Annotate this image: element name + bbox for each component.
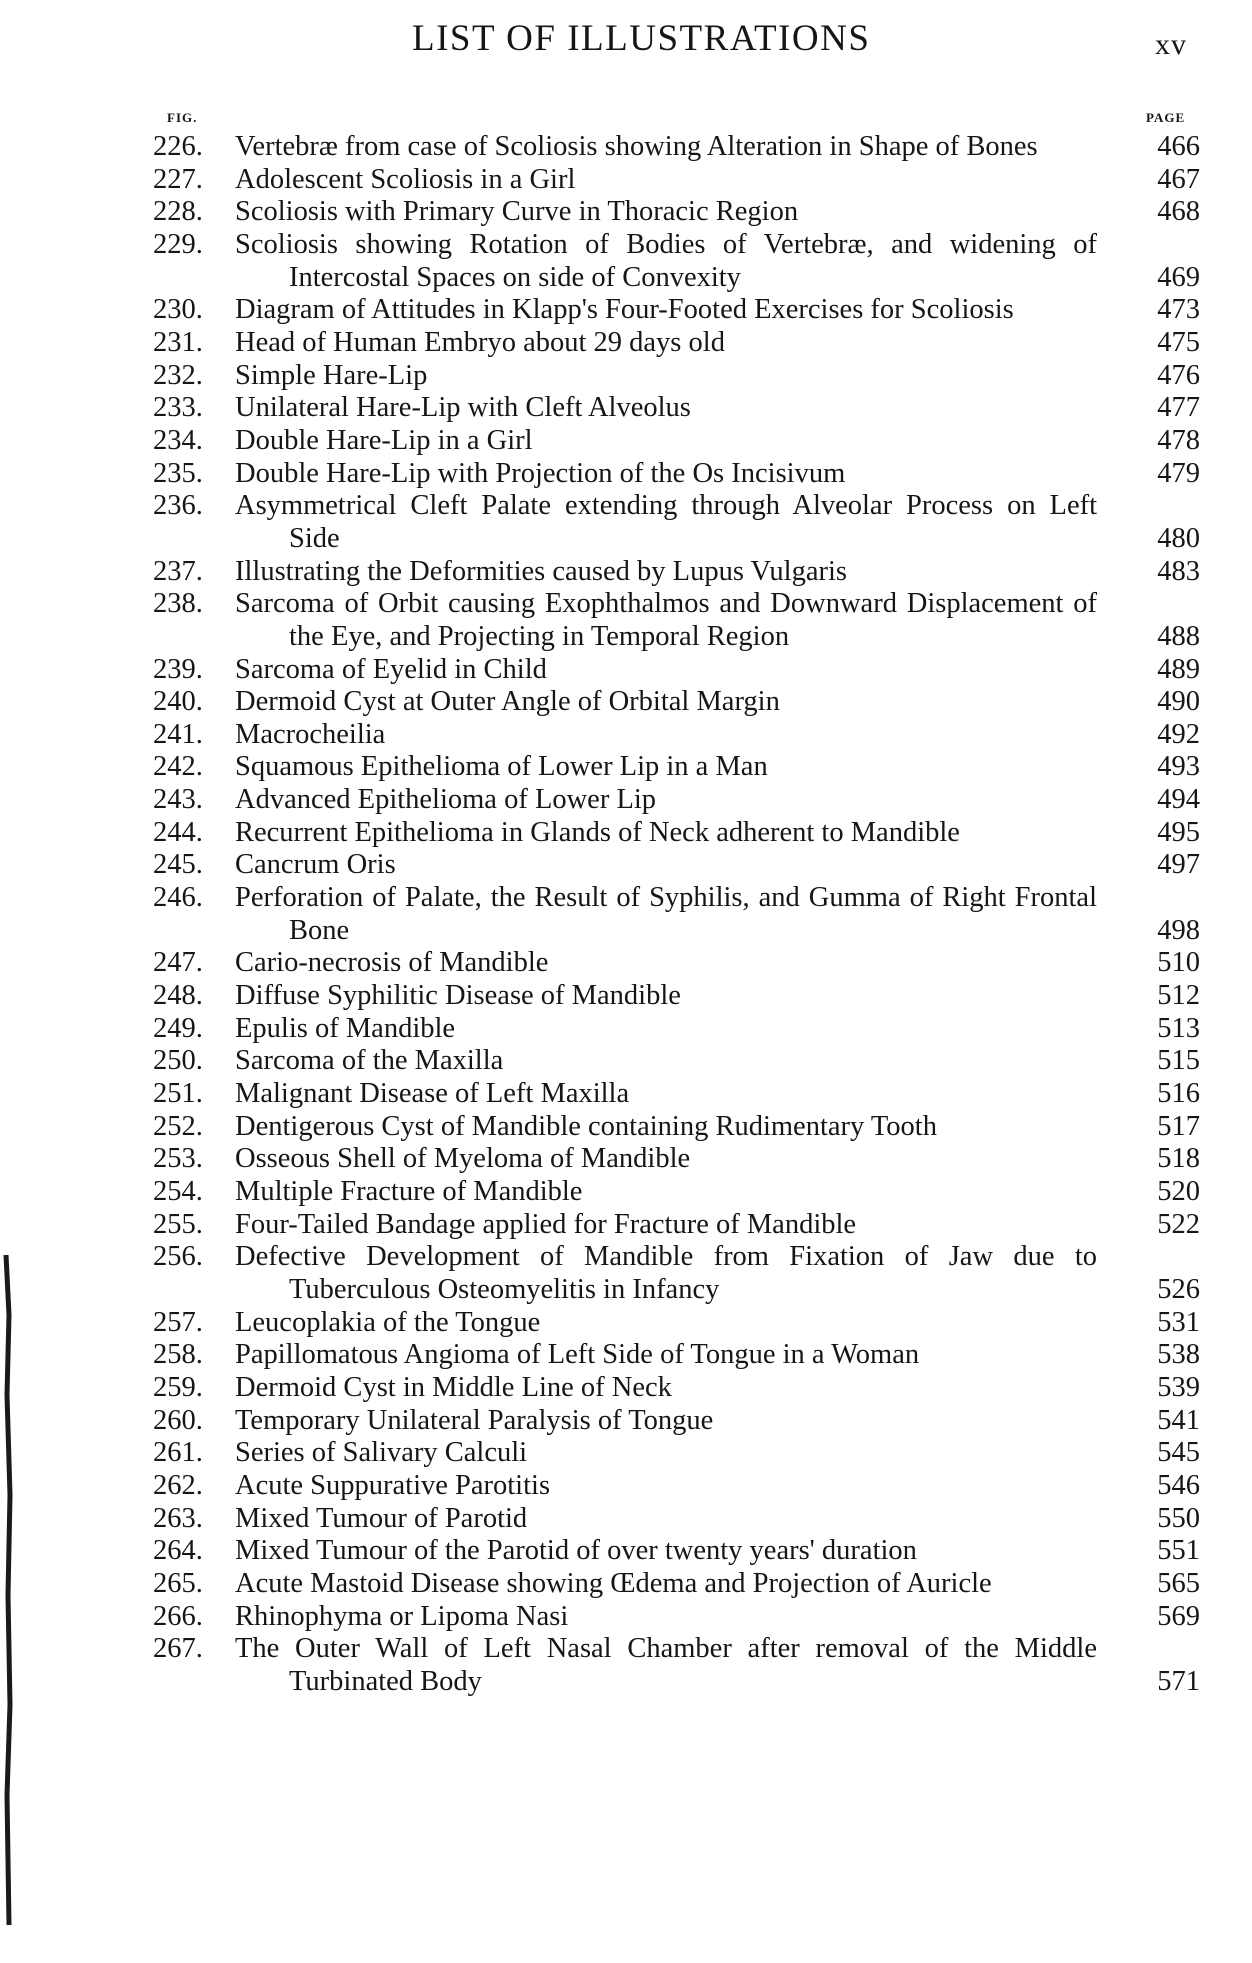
figure-title-text: Dermoid Cyst in Middle Line of Neck (235, 1371, 672, 1403)
figure-title (181, 1307, 1097, 1340)
figure-title (181, 1535, 1097, 1568)
page-ref: 469 (1157, 261, 1200, 293)
figure-title-text: Epulis of Mandible (235, 1012, 456, 1044)
figure-title (181, 458, 1097, 491)
list-item (0, 1209, 1252, 1242)
figure-title-text: Macrocheilia (235, 718, 386, 750)
figure-title-text: Acute Suppurative Parotitis (235, 1469, 551, 1501)
list-item (0, 686, 1252, 719)
figure-title-text: Mixed Tumour of Parotid (235, 1502, 528, 1534)
figure-title-text: The Outer Wall of Left Nasal Chamber after removal of the Middle Turbinated Body (235, 1633, 1097, 1697)
list-item (0, 1503, 1252, 1536)
figure-title (181, 784, 1097, 817)
figure-number: 263. (153, 1502, 203, 1534)
page-ref: 513 (1157, 1012, 1200, 1044)
figure-title (181, 556, 1097, 589)
figure-title (181, 196, 1097, 229)
figure-title (181, 1503, 1097, 1536)
figure-title-text: Dermoid Cyst at Outer Angle of Orbital Margin (235, 686, 780, 718)
figure-title-text: Diffuse Syphilitic Disease of Mandible (235, 980, 681, 1012)
figure-title (181, 882, 1097, 947)
list-item (0, 719, 1252, 752)
figure-title (181, 425, 1097, 458)
figure-title (181, 1601, 1097, 1634)
figure-title (181, 1405, 1097, 1438)
figure-title (181, 1013, 1097, 1046)
figure-title-text: Advanced Epithelioma of Lower Lip (235, 784, 657, 816)
page-ref: 468 (1157, 196, 1200, 228)
figure-title (181, 1078, 1097, 1111)
page-ref: 539 (1157, 1371, 1200, 1403)
figure-title (181, 1568, 1097, 1601)
figure-title-text: Scoliosis with Primary Curve in Thoracic Region (235, 196, 799, 228)
figure-number: 261. (153, 1437, 203, 1469)
figure-title-text: Asymmetrical Cleft Palate extending through Alveolar Process on Left Side (235, 490, 1097, 554)
page-ref: 497 (1157, 849, 1200, 881)
figure-number: 233. (153, 392, 203, 424)
figure-title (181, 686, 1097, 719)
figure-title-text: Multiple Fracture of Mandible (235, 1176, 583, 1207)
figure-number: 241. (153, 718, 203, 750)
running-head (0, 14, 1252, 64)
figure-number: 229. (153, 228, 203, 260)
figure-number: 228. (153, 196, 203, 228)
list-item (0, 131, 1252, 164)
figure-title (181, 654, 1097, 687)
figure-title-text: Papillomatous Angioma of Left Side of Tongue in a Woman (235, 1339, 920, 1371)
figure-number: 227. (153, 163, 203, 195)
figure-title-text: Scoliosis showing Rotation of Bodies of Vertebræ, and widening of Intercostal Spaces on side of Convexity (235, 228, 1097, 293)
figure-number: 246. (153, 882, 203, 914)
list-item (0, 1111, 1252, 1144)
list-item (0, 784, 1252, 817)
figure-title (181, 1209, 1097, 1242)
figure-title-text: Osseous Shell of Myeloma of Mandible (235, 1143, 691, 1175)
figure-number: 257. (153, 1306, 203, 1338)
page-number: xv (1155, 28, 1187, 61)
page-column-header: PAGE (1146, 110, 1186, 125)
figure-number: 236. (153, 490, 203, 522)
list-item (0, 392, 1252, 425)
figure-title (181, 751, 1097, 784)
figure-number: 252. (153, 1110, 203, 1142)
list-item (0, 458, 1252, 491)
page-ref: 550 (1157, 1502, 1200, 1534)
list-item (0, 980, 1252, 1013)
figure-title-text: Adolescent Scoliosis in a Girl (235, 163, 576, 195)
figure-number: 249. (153, 1012, 203, 1044)
page-ref: 515 (1157, 1045, 1200, 1077)
list-item (0, 1078, 1252, 1111)
figure-number: 248. (153, 980, 203, 1012)
figure-number: 232. (153, 359, 203, 391)
page-ref: 498 (1157, 914, 1200, 946)
page-ref: 541 (1157, 1404, 1200, 1436)
page-ref: 512 (1157, 980, 1200, 1012)
figure-number: 231. (153, 326, 203, 358)
figure-number: 247. (153, 947, 203, 979)
figure-number: 256. (153, 1241, 203, 1273)
page-ref: 510 (1157, 947, 1200, 979)
figure-title-text: Temporary Unilateral Paralysis of Tongue (235, 1404, 714, 1436)
list-item (0, 1307, 1252, 1340)
figure-number: 265. (153, 1567, 203, 1599)
figure-title-text: Illustrating the Deformities caused by Lupus Vulgaris (235, 555, 847, 587)
list-item (0, 196, 1252, 229)
figure-number: 251. (153, 1078, 203, 1110)
figure-title-text: Sarcoma of the Maxilla (235, 1045, 504, 1077)
list-item (0, 229, 1252, 294)
figure-title-text: Dentigerous Cyst of Mandible containing Rudimentary Tooth (235, 1110, 937, 1142)
page-ref: 522 (1157, 1208, 1200, 1240)
figure-title-text: Leucoplakia of the Tongue (235, 1306, 541, 1338)
figure-title-text: Cario-necrosis of Mandible (235, 947, 549, 979)
page-ref: 466 (1157, 131, 1200, 162)
figure-number: 262. (153, 1469, 203, 1501)
figure-number: 250. (153, 1045, 203, 1077)
figure-title-text: Series of Salivary Calculi (235, 1437, 528, 1469)
page-ref: 526 (1157, 1273, 1200, 1305)
figure-title (181, 327, 1097, 360)
figure-number: 253. (153, 1143, 203, 1175)
figure-title (181, 1045, 1097, 1078)
figure-title-text: Perforation of Palate, the Result of Syphilis, and Gumma of Right Frontal Bone (235, 882, 1097, 946)
figure-title-text: Double Hare-Lip with Projection of the Os Incisivum (235, 457, 846, 489)
page-ref: 483 (1157, 555, 1200, 587)
list-item (0, 1405, 1252, 1438)
page-ref: 488 (1157, 620, 1200, 652)
figure-title (181, 947, 1097, 980)
figure-title (181, 490, 1097, 555)
page-ref: 518 (1157, 1143, 1200, 1175)
figure-title (181, 817, 1097, 850)
figure-title-text: Recurrent Epithelioma in Glands of Neck adherent to Mandible (235, 816, 960, 848)
figure-number: 245. (153, 849, 203, 881)
figure-title (181, 588, 1097, 653)
list-item (0, 882, 1252, 947)
figure-title (181, 131, 1097, 164)
figure-title (181, 229, 1097, 294)
page-ref: 489 (1157, 653, 1200, 685)
figure-number: 264. (153, 1535, 203, 1567)
column-headers (0, 110, 1252, 130)
figure-number: 258. (153, 1339, 203, 1371)
page-ref: 495 (1157, 816, 1200, 848)
list-item (0, 360, 1252, 393)
figure-title-text: Head of Human Embryo about 29 days old (235, 326, 725, 358)
figure-title (181, 1633, 1097, 1698)
page-ref: 520 (1157, 1176, 1200, 1207)
list-item (0, 1241, 1252, 1306)
figure-title (181, 1143, 1097, 1176)
figure-number: 243. (153, 784, 203, 816)
figure-title-text: Simple Hare-Lip (235, 359, 428, 391)
page-ref: 473 (1157, 294, 1200, 326)
list-item (0, 490, 1252, 555)
figure-title (181, 1111, 1097, 1144)
figure-number: 239. (153, 653, 203, 685)
illustrations-list (0, 131, 1252, 1699)
figure-title-text: Vertebræ from case of Scoliosis showing Alteration in Shape of Bones (235, 131, 1038, 162)
page-ref: 569 (1157, 1600, 1200, 1632)
list-item (0, 1045, 1252, 1078)
figure-title-text: Squamous Epithelioma of Lower Lip in a Man (235, 751, 768, 783)
list-item (0, 1470, 1252, 1503)
page-ref: 492 (1157, 718, 1200, 750)
figure-title-text: Rhinophyma or Lipoma Nasi (235, 1600, 569, 1632)
list-item (0, 751, 1252, 784)
page-ref: 490 (1157, 686, 1200, 718)
figure-number: 244. (153, 816, 203, 848)
figure-title (181, 1437, 1097, 1470)
figure-number: 226. (153, 131, 203, 162)
page-ref: 480 (1157, 522, 1200, 554)
list-item (0, 588, 1252, 653)
figure-number: 254. (153, 1176, 203, 1207)
list-item (0, 1437, 1252, 1470)
figure-title-text: Unilateral Hare-Lip with Cleft Alveolus (235, 392, 691, 424)
list-item (0, 1633, 1252, 1698)
figure-title-text: Diagram of Attitudes in Klapp's Four-Footed Exercises for Scoliosis (235, 294, 1014, 326)
list-item (0, 947, 1252, 980)
list-item (0, 1568, 1252, 1601)
figure-number: 237. (153, 555, 203, 587)
figure-title (181, 1339, 1097, 1372)
figure-number: 255. (153, 1208, 203, 1240)
figure-title-text: Double Hare-Lip in a Girl (235, 424, 533, 456)
figure-number: 259. (153, 1371, 203, 1403)
figure-number: 230. (153, 294, 203, 326)
figure-title-text: Acute Mastoid Disease showing Œdema and Projection of Auricle (235, 1567, 992, 1599)
page-title: LIST OF ILLUSTRATIONS (412, 18, 871, 59)
list-item (0, 654, 1252, 687)
list-item (0, 1176, 1252, 1209)
page-ref: 546 (1157, 1469, 1200, 1501)
list-item (0, 294, 1252, 327)
figure-title-text: Malignant Disease of Left Maxilla (235, 1078, 630, 1110)
page-ref: 476 (1157, 359, 1200, 391)
list-item (0, 556, 1252, 589)
figure-title-text: Defective Development of Mandible from Fixation of Jaw due to Tuberculous Osteomyelitis in Infancy (235, 1241, 1097, 1305)
figure-number: 267. (153, 1633, 203, 1665)
figure-number: 238. (153, 588, 203, 620)
list-item (0, 327, 1252, 360)
figure-title (181, 1241, 1097, 1306)
figure-title-text: Sarcoma of Eyelid in Child (235, 653, 547, 685)
figure-title (181, 294, 1097, 327)
page-ref: 545 (1157, 1437, 1200, 1469)
scan-edge-mark (0, 1235, 14, 1935)
figure-title (181, 1176, 1097, 1209)
figure-title (181, 1470, 1097, 1503)
figure-number: 240. (153, 686, 203, 718)
page-ref: 494 (1157, 784, 1200, 816)
page-ref: 467 (1157, 163, 1200, 195)
page-ref: 477 (1157, 392, 1200, 424)
figure-number: 234. (153, 424, 203, 456)
figure-number: 260. (153, 1404, 203, 1436)
figure-title (181, 1372, 1097, 1405)
page-ref: 478 (1157, 424, 1200, 456)
list-item (0, 425, 1252, 458)
page-ref: 551 (1157, 1535, 1200, 1567)
list-item (0, 1013, 1252, 1046)
list-item (0, 164, 1252, 197)
figure-number: 266. (153, 1600, 203, 1632)
page-ref: 538 (1157, 1339, 1200, 1371)
page-ref: 479 (1157, 457, 1200, 489)
list-item (0, 1372, 1252, 1405)
figure-number: 235. (153, 457, 203, 489)
page-ref: 516 (1157, 1078, 1200, 1110)
page-ref: 517 (1157, 1110, 1200, 1142)
figure-title (181, 849, 1097, 882)
figure-title-text: Cancrum Oris (235, 849, 396, 881)
fig-column-header: FIG. (167, 110, 198, 125)
figure-number: 242. (153, 751, 203, 783)
figure-title-text: Mixed Tumour of the Parotid of over twenty years' duration (235, 1535, 917, 1567)
page-ref: 565 (1157, 1567, 1200, 1599)
figure-title (181, 980, 1097, 1013)
figure-title (181, 392, 1097, 425)
list-item (0, 849, 1252, 882)
list-item (0, 1143, 1252, 1176)
page-ref: 571 (1157, 1665, 1200, 1697)
list-item (0, 817, 1252, 850)
figure-title (181, 360, 1097, 393)
page-ref: 531 (1157, 1306, 1200, 1338)
figure-title (181, 164, 1097, 197)
list-item (0, 1339, 1252, 1372)
list-item (0, 1535, 1252, 1568)
figure-title-text: Sarcoma of Orbit causing Exophthalmos and Downward Displacement of the Eye, and Projecting in Temporal Region (235, 588, 1097, 652)
figure-title (181, 719, 1097, 752)
page-ref: 493 (1157, 751, 1200, 783)
list-item (0, 1601, 1252, 1634)
page-ref: 475 (1157, 326, 1200, 358)
figure-title-text: Four-Tailed Bandage applied for Fracture of Mandible (235, 1208, 857, 1240)
